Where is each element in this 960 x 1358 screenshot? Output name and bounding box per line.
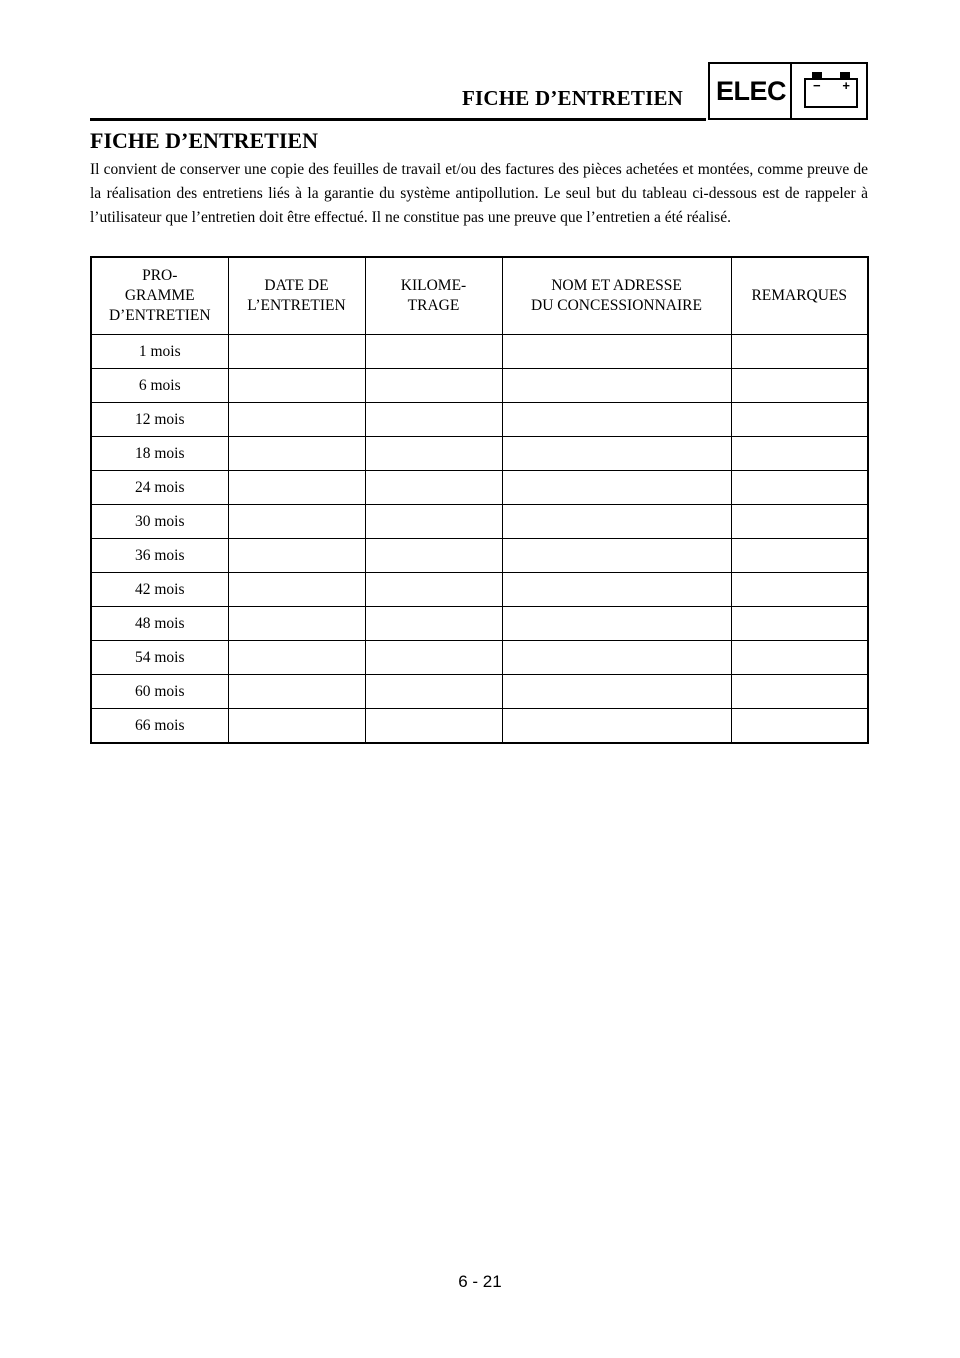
column-header-line: D’ENTRETIEN	[108, 307, 211, 324]
blank-entry-cell[interactable]	[502, 709, 731, 744]
blank-entry-cell[interactable]	[228, 607, 365, 641]
blank-entry-cell[interactable]	[228, 573, 365, 607]
elec-badge	[708, 62, 868, 120]
blank-entry-cell[interactable]	[502, 641, 731, 675]
period-cell: 60 mois	[91, 675, 228, 709]
blank-entry-cell[interactable]	[365, 335, 502, 369]
blank-entry-cell[interactable]	[731, 369, 868, 403]
table-row	[91, 675, 868, 709]
blank-entry-cell[interactable]	[228, 471, 365, 505]
blank-entry-cell[interactable]	[365, 675, 502, 709]
intro-paragraph: Il convient de conserver une copie des feuilles de travail et/ou des factures des pièces achetées et montées, comme preuve de la réalisation des entretiens liés à la garantie du système antipollution. Le seul but du tableau ci-dessous est de rappeler à l’utilisateur que l’entretien doit être effectué. Il ne constitue pas une preuve que l’entretien a été réalisé.	[90, 161, 868, 226]
header-date	[228, 257, 365, 335]
table-row	[91, 437, 868, 471]
blank-entry-cell[interactable]	[365, 403, 502, 437]
blank-entry-cell[interactable]	[502, 437, 731, 471]
period-cell: 6 mois	[91, 369, 228, 403]
blank-entry-cell[interactable]	[365, 437, 502, 471]
table-row	[91, 403, 868, 437]
period-cell: 1 mois	[91, 335, 228, 369]
blank-entry-cell[interactable]	[731, 573, 868, 607]
maintenance-log-table	[90, 256, 869, 744]
period-cell: 42 mois	[91, 573, 228, 607]
column-header-line: DATE DE	[264, 277, 329, 294]
page-number: 6 - 21	[458, 1272, 502, 1291]
blank-entry-cell[interactable]	[731, 675, 868, 709]
blank-entry-cell[interactable]	[228, 675, 365, 709]
blank-entry-cell[interactable]	[228, 437, 365, 471]
blank-entry-cell[interactable]	[228, 709, 365, 744]
blank-entry-cell[interactable]	[731, 505, 868, 539]
column-header-line: DU CONCESSIONNAIRE	[531, 297, 702, 314]
period-cell: 24 mois	[91, 471, 228, 505]
table-row	[91, 505, 868, 539]
table-row	[91, 471, 868, 505]
table-row	[91, 539, 868, 573]
blank-entry-cell[interactable]	[365, 505, 502, 539]
badge-label: ELEC	[716, 76, 787, 106]
badge-divider	[790, 64, 792, 118]
blank-entry-cell[interactable]	[502, 369, 731, 403]
period-cell: 36 mois	[91, 539, 228, 573]
blank-entry-cell[interactable]	[365, 573, 502, 607]
header-dealer	[502, 257, 731, 335]
blank-entry-cell[interactable]	[365, 369, 502, 403]
blank-entry-cell[interactable]	[502, 573, 731, 607]
blank-entry-cell[interactable]	[365, 471, 502, 505]
blank-entry-cell[interactable]	[502, 471, 731, 505]
plus-sign: +	[842, 78, 850, 93]
table-row	[91, 607, 868, 641]
column-header-line: KILOME-	[400, 277, 467, 294]
period-cell: 18 mois	[91, 437, 228, 471]
table-row	[91, 573, 868, 607]
blank-entry-cell[interactable]	[731, 335, 868, 369]
column-header-line: NOM ET ADRESSE	[551, 277, 682, 294]
blank-entry-cell[interactable]	[731, 641, 868, 675]
column-header-line: PRO-	[142, 267, 178, 284]
blank-entry-cell[interactable]	[731, 403, 868, 437]
blank-entry-cell[interactable]	[502, 539, 731, 573]
column-header-line: L’ENTRETIEN	[247, 297, 346, 314]
blank-entry-cell[interactable]	[365, 539, 502, 573]
period-cell: 12 mois	[91, 403, 228, 437]
battery-icon	[804, 78, 858, 108]
period-cell: 48 mois	[91, 607, 228, 641]
table-header-row	[91, 257, 868, 335]
section-title: FICHE D’ENTRETIEN	[90, 128, 318, 153]
blank-entry-cell[interactable]	[502, 505, 731, 539]
period-cell: 66 mois	[91, 709, 228, 744]
column-header-line: GRAMME	[124, 287, 195, 304]
blank-entry-cell[interactable]	[365, 709, 502, 744]
header-kilometrage	[365, 257, 502, 335]
header-title: FICHE D’ENTRETIEN	[462, 86, 684, 110]
blank-entry-cell[interactable]	[228, 505, 365, 539]
table-row	[91, 709, 868, 744]
minus-sign: −	[813, 78, 821, 93]
blank-entry-cell[interactable]	[731, 709, 868, 744]
blank-entry-cell[interactable]	[365, 641, 502, 675]
header-rule	[90, 118, 706, 121]
blank-entry-cell[interactable]	[228, 335, 365, 369]
blank-entry-cell[interactable]	[502, 403, 731, 437]
header-remarks	[731, 257, 868, 335]
blank-entry-cell[interactable]	[502, 335, 731, 369]
blank-entry-cell[interactable]	[502, 675, 731, 709]
blank-entry-cell[interactable]	[731, 539, 868, 573]
table-row	[91, 369, 868, 403]
header-programme	[91, 257, 228, 335]
table-row	[91, 335, 868, 369]
blank-entry-cell[interactable]	[731, 471, 868, 505]
period-cell: 30 mois	[91, 505, 228, 539]
period-cell: 54 mois	[91, 641, 228, 675]
blank-entry-cell[interactable]	[228, 403, 365, 437]
blank-entry-cell[interactable]	[228, 539, 365, 573]
blank-entry-cell[interactable]	[228, 369, 365, 403]
column-header-line: TRAGE	[407, 297, 460, 314]
blank-entry-cell[interactable]	[365, 607, 502, 641]
blank-entry-cell[interactable]	[731, 607, 868, 641]
table-row	[91, 641, 868, 675]
blank-entry-cell[interactable]	[502, 607, 731, 641]
blank-entry-cell[interactable]	[731, 437, 868, 471]
blank-entry-cell[interactable]	[228, 641, 365, 675]
column-header-line: REMARQUES	[751, 287, 848, 304]
table-body	[91, 335, 868, 744]
